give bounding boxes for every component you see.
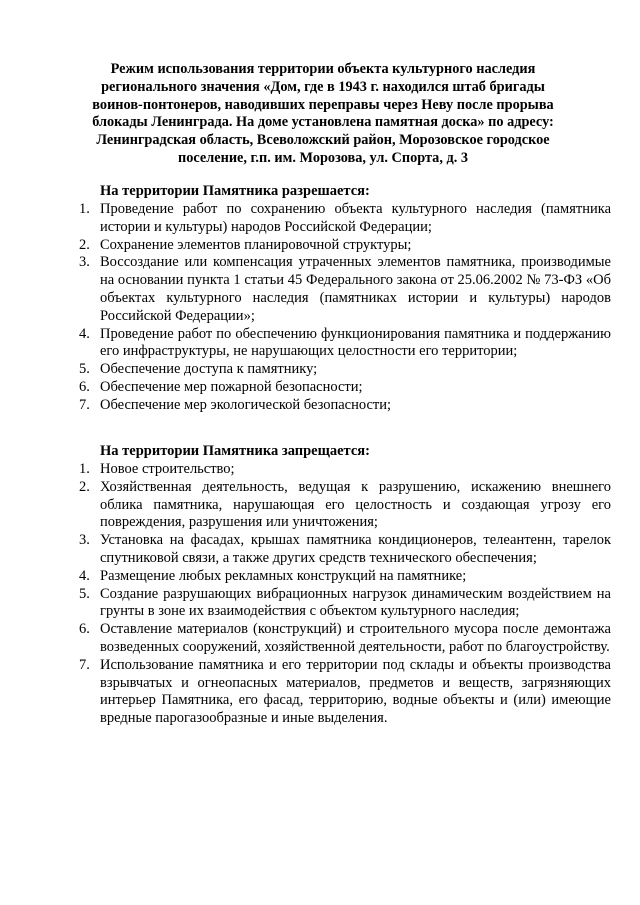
item-number: 3. [79, 254, 90, 271]
allowed-item [79, 237, 611, 255]
item-text: Обеспечение мер экологической безопасности; [100, 396, 392, 413]
allowed-heading: На территории Памятника разрешается: [100, 183, 370, 199]
document-title: Режим использования территории объекта культурного наследия регионального значения «Дом, где в 1943 г. находился штаб бригады воинов-понтонеров, наводивших переправы через Неву после прорыва блокады Ленинграда. На доме установлена памятная доска» по адресу: Ленинградская область, Всеволожский район, Морозовское городское поселение, г.п. им. Морозова, ул. Спорта, д. 3 [92, 61, 554, 166]
item-number: 7. [79, 396, 90, 413]
item-text: Воссоздание или компенсация утраченных элементов памятника, производимые на основании пункта 1 статьи 45 Федерального закона от 25.06.2002 № 73-ФЗ «Об объектах культурного наследия (памятниках истории и культуры) народов Российской Федерации»; [100, 254, 611, 324]
forbidden-item [79, 657, 611, 728]
item-number: 5. [79, 361, 90, 378]
item-number: 1. [79, 461, 90, 477]
item-number: 5. [79, 585, 90, 602]
forbidden-item [79, 586, 611, 622]
item-text: Обеспечение мер пожарной безопасности; [100, 378, 363, 395]
item-number: 6. [79, 378, 90, 395]
item-number: 2. [79, 236, 90, 253]
item-text: Установка на фасадах, крышах памятника кондиционеров, телеантенн, тарелок спутниковой связи, а также других средств технического обеспечения; [100, 532, 611, 566]
item-text: Новое строительство; [100, 461, 235, 477]
item-number: 7. [79, 656, 90, 673]
allowed-list [79, 201, 611, 415]
forbidden-item [79, 532, 611, 568]
item-text: Создание разрушающих вибрационных нагрузок динамическим воздействием на грунты в зоне их взаимодействия с объектом культурного наследия; [100, 585, 611, 620]
item-number: 3. [79, 532, 90, 549]
item-text: Оставление материалов (конструкций) и строительного мусора после демонтажа возведенных сооружений, хозяйственной деятельности, работ по благоустройству. [100, 621, 611, 655]
item-number: 1. [79, 201, 90, 217]
item-number: 4. [79, 567, 90, 584]
item-number: 2. [79, 478, 90, 495]
allowed-item [79, 397, 611, 415]
item-number: 4. [79, 325, 90, 342]
allowed-item [79, 254, 611, 325]
forbidden-item [79, 621, 611, 657]
forbidden-heading: На территории Памятника запрещается: [100, 443, 370, 459]
forbidden-item [79, 479, 611, 532]
item-number: 6. [79, 621, 90, 638]
item-text: Размещение любых рекламных конструкций на памятнике; [100, 567, 467, 584]
forbidden-item [79, 568, 611, 586]
item-text: Проведение работ по сохранению объекта культурного наследия (памятника истории и культуры) народов Российской Федерации; [100, 201, 611, 235]
item-text: Обеспечение доступа к памятнику; [100, 361, 318, 378]
item-text: Проведение работ по обеспечению функционирования памятника и поддержанию его инфраструктуры, не нарушающих целостности его территории; [100, 325, 611, 360]
item-text: Сохранение элементов планировочной структуры; [100, 236, 412, 253]
allowed-item [79, 326, 611, 362]
allowed-item [79, 201, 611, 237]
forbidden-item [79, 461, 611, 479]
item-text: Хозяйственная деятельность, ведущая к разрушению, искажению внешнего облика памятника, нарушающая его целостность и создающая угрозу его повреждения, разрушения или уничтожения; [100, 478, 611, 531]
forbidden-list [79, 461, 611, 728]
item-text: Использование памятника и его территории под склады и объекты производства взрывчатых и огнеопасных материалов, предметов и веществ, загрязняющих интерьер Памятника, его фасад, территорию, водные объекты и (или) имеющие вредные парогазообразные и иные выделения. [100, 656, 611, 727]
allowed-item [79, 361, 611, 379]
allowed-item [79, 379, 611, 397]
